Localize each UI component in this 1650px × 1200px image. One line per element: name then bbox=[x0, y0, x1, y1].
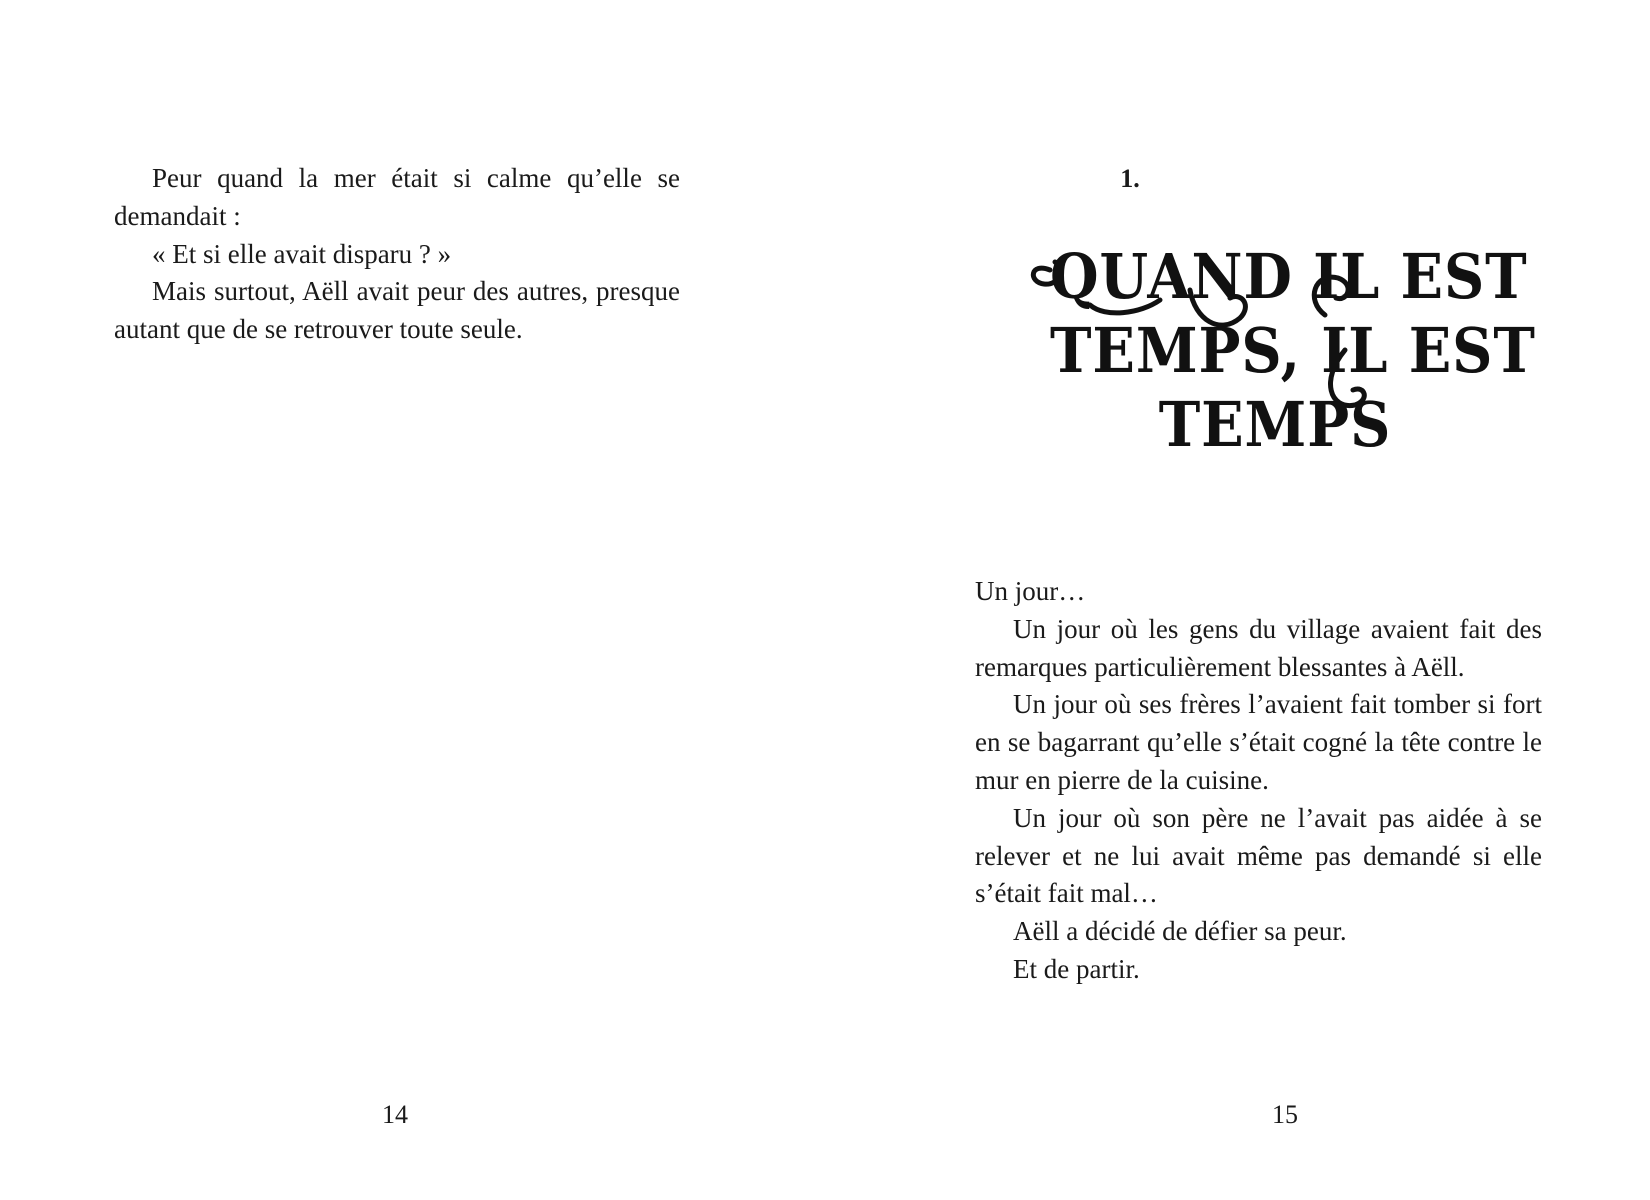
chapter-title-line: QUAND IL EST bbox=[1050, 240, 1528, 313]
chapter-number: 1. bbox=[1120, 164, 1140, 193]
page-number-right: 15 bbox=[1272, 1100, 1298, 1129]
right-page bbox=[850, 0, 1650, 1200]
chapter-title bbox=[1050, 240, 1536, 462]
chapter-title-line: TEMPS, IL EST bbox=[1050, 314, 1536, 387]
left-page-text bbox=[114, 160, 680, 349]
paragraph: Mais surtout, Aëll avait peur des autres, presque autant que de se retrouver toute seule. bbox=[114, 276, 680, 345]
right-page-text bbox=[975, 573, 1542, 989]
paragraph: Aëll a décidé de défier sa peur. bbox=[1013, 916, 1347, 947]
chapter-title-line: TEMPS bbox=[1158, 388, 1392, 461]
page-number-left: 14 bbox=[382, 1100, 408, 1129]
paragraph: Un jour où son père ne l’avait pas aidée à se relever et ne lui avait même pas demandé si elle s’était fait mal… bbox=[975, 802, 1542, 909]
paragraph: « Et si elle avait disparu ? » bbox=[152, 238, 452, 269]
paragraph: Un jour… bbox=[975, 576, 1086, 606]
paragraph: Peur quand la mer était si calme qu’elle se demandait : bbox=[114, 163, 680, 231]
paragraph: Un jour où les gens du village avaient fait des remarques particulièrement blessantes à Aëll. bbox=[975, 613, 1542, 682]
paragraph: Et de partir. bbox=[1013, 953, 1140, 984]
paragraph: Un jour où ses frères l’avaient fait tomber si fort en se bagarrant qu’elle s’était cogné la tête contre le mur en pierre de la cuisine. bbox=[975, 689, 1542, 795]
left-page bbox=[0, 0, 800, 1200]
